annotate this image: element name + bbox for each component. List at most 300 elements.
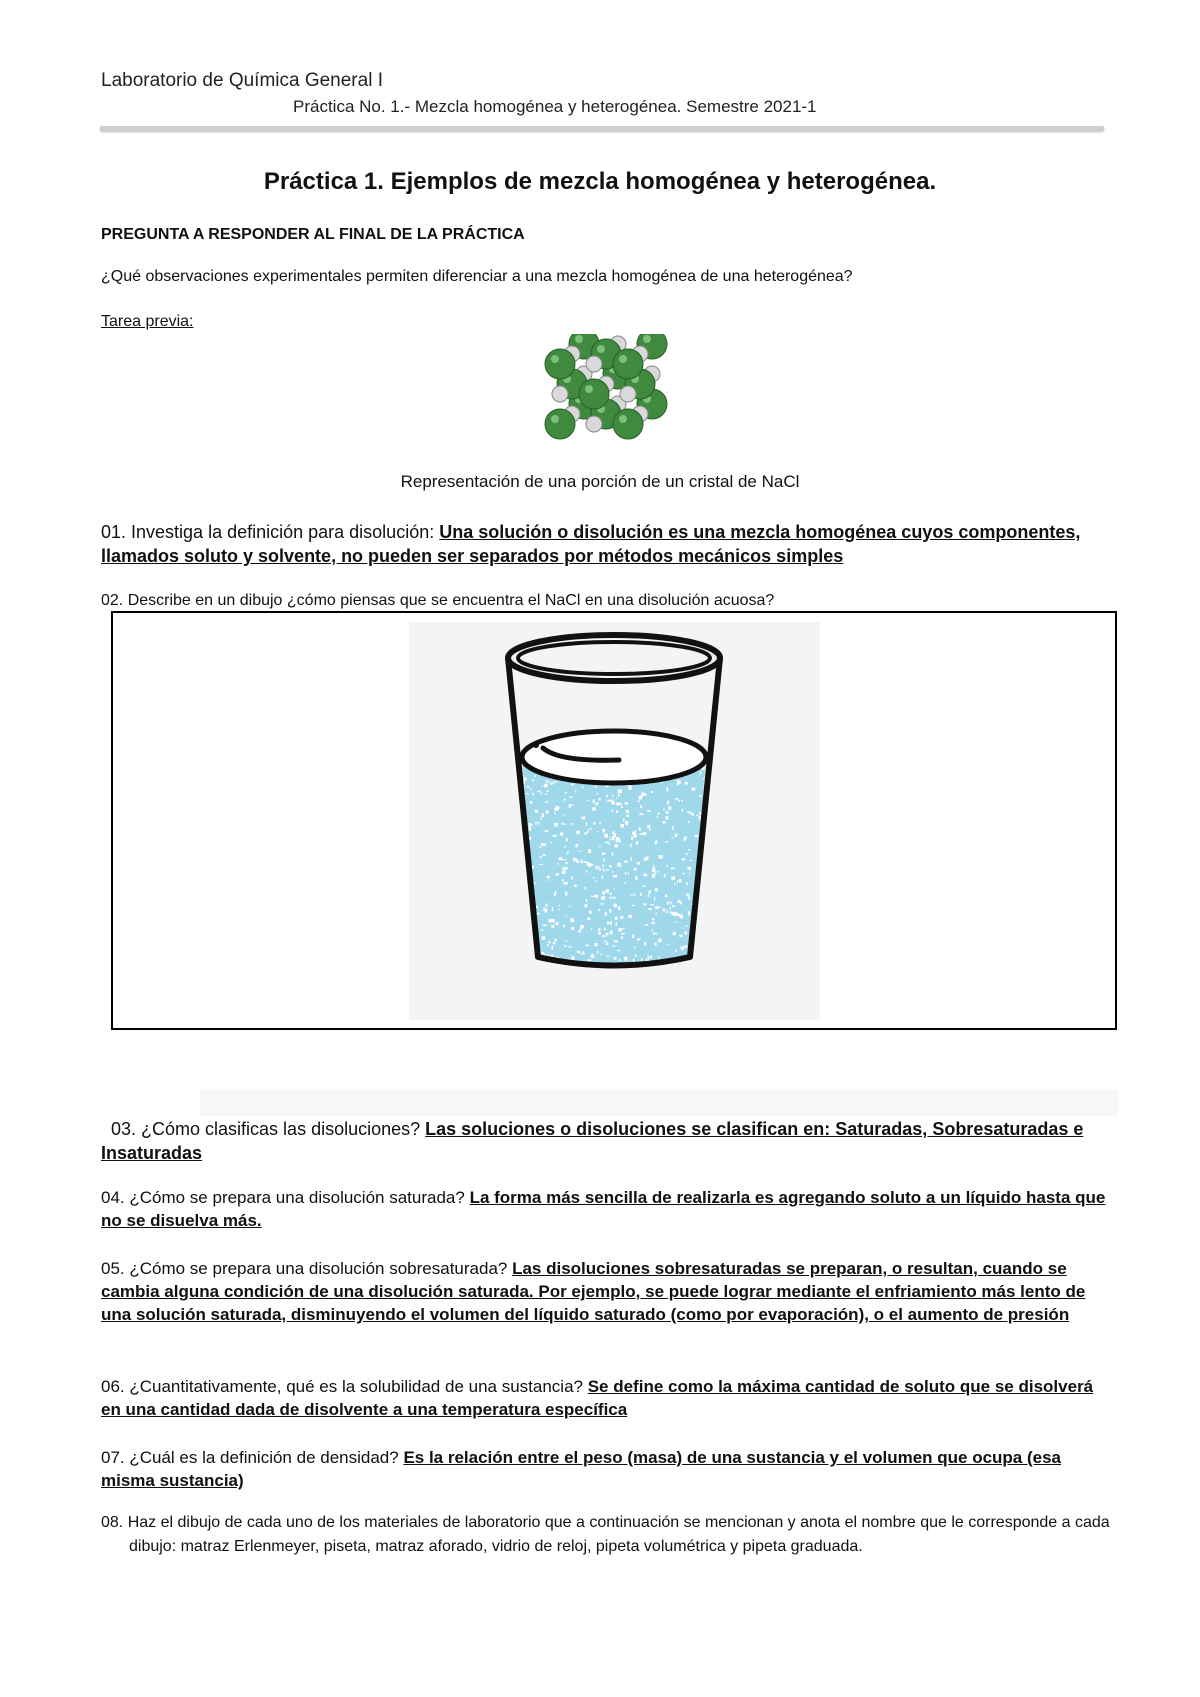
salt-speck — [559, 857, 563, 860]
salt-speck — [574, 885, 577, 888]
salt-speck — [573, 858, 575, 862]
salt-speck — [614, 833, 617, 837]
salt-speck — [655, 888, 658, 891]
salt-speck — [530, 788, 531, 790]
salt-speck — [683, 873, 685, 875]
salt-speck — [520, 917, 524, 919]
salt-speck — [545, 909, 548, 913]
salt-speck — [580, 925, 583, 928]
salt-speck — [595, 804, 598, 805]
salt-speck — [626, 810, 629, 813]
salt-speck — [610, 897, 613, 899]
salt-speck — [703, 926, 707, 928]
salt-speck — [683, 965, 684, 968]
salt-speck — [634, 834, 637, 837]
salt-speck — [699, 924, 702, 925]
question-01-answer: Una solución o disolución es una mezcla homogénea cuyos componentes, llamados soluto y solvente, no pueden ser separados por métodos mecánicos simples — [101, 522, 1081, 566]
salt-speck — [556, 807, 559, 810]
question-05-text: 05. ¿Cómo se prepara una disolución sobresaturada? — [101, 1259, 513, 1278]
salt-speck — [700, 742, 702, 744]
salt-speck — [572, 877, 573, 880]
salt-speck — [532, 779, 533, 782]
question-06-text: 06. ¿Cuantitativamente, qué es la solubilidad de una sustancia? — [101, 1377, 588, 1396]
salt-speck — [601, 896, 605, 900]
salt-speck — [566, 853, 567, 854]
salt-speck — [610, 893, 613, 895]
ion-highlight — [619, 415, 627, 423]
salt-speck — [623, 818, 625, 821]
salt-speck — [564, 799, 566, 801]
salt-speck — [653, 933, 657, 935]
salt-speck — [553, 835, 557, 837]
salt-speck — [585, 887, 586, 889]
question-06 — [101, 1375, 1111, 1421]
salt-speck — [667, 865, 668, 867]
salt-speck — [554, 923, 555, 925]
salt-speck — [634, 894, 635, 896]
salt-speck — [521, 923, 523, 924]
salt-speck — [665, 895, 668, 898]
salt-speck — [564, 945, 566, 947]
question-03 — [101, 1117, 1111, 1165]
question-06-answer: Se define como la máxima cantidad de soluto que se disolverá en una cantidad dada de disolvente a una temperatura específica — [101, 1377, 1094, 1419]
salt-speck — [525, 890, 529, 893]
salt-speck — [537, 963, 541, 966]
salt-speck — [596, 866, 598, 870]
question-03-answer: Las soluciones o disoluciones se clasifican en: Saturadas, Sobresaturadas e Insaturadas — [101, 1119, 1084, 1163]
salt-speck — [680, 902, 682, 905]
salt-speck — [610, 865, 611, 868]
header-course: Laboratorio de Química General I — [101, 70, 383, 91]
salt-speck — [648, 956, 650, 959]
salt-speck — [530, 801, 533, 804]
salt-speck — [566, 838, 568, 841]
question-07 — [101, 1446, 1111, 1492]
salt-speck — [671, 912, 673, 914]
salt-speck — [577, 951, 580, 953]
salt-speck — [546, 780, 547, 782]
salt-speck — [613, 875, 617, 878]
question-04-text: 04. ¿Cómo se prepara una disolución saturada? — [101, 1188, 470, 1207]
salt-speck — [583, 861, 587, 863]
salt-speck — [551, 842, 553, 843]
salt-speck — [666, 841, 668, 843]
salt-speck — [522, 945, 525, 946]
salt-speck — [649, 890, 651, 893]
salt-speck — [571, 784, 575, 786]
salt-speck — [632, 832, 636, 835]
salt-speck — [541, 793, 542, 795]
salt-speck — [675, 834, 678, 837]
salt-speck — [606, 943, 609, 945]
question-07-text: 07. ¿Cuál es la definición de densidad? — [101, 1448, 404, 1467]
salt-speck — [602, 935, 604, 937]
salt-speck — [546, 904, 548, 908]
salt-speck — [678, 914, 681, 917]
salt-speck — [676, 969, 677, 973]
salt-speck — [595, 881, 597, 882]
salt-speck — [668, 806, 671, 810]
salt-speck — [588, 863, 591, 867]
salt-speck — [586, 899, 588, 902]
question-03-text: 03. ¿Cómo clasificas las disoluciones? — [101, 1119, 426, 1139]
salt-speck — [587, 959, 591, 961]
salt-speck — [537, 791, 540, 792]
salt-speck — [614, 897, 616, 899]
salt-speck — [634, 946, 636, 948]
sodium-ion — [620, 386, 636, 402]
sodium-ion — [586, 416, 602, 432]
salt-speck — [640, 805, 642, 808]
salt-speck — [583, 952, 585, 955]
salt-speck — [639, 827, 641, 831]
salt-speck — [548, 941, 550, 943]
salt-speck — [686, 925, 688, 926]
salt-speck — [625, 872, 626, 874]
question-05 — [101, 1257, 1111, 1326]
salt-speck — [705, 890, 707, 892]
chloride-ion — [613, 409, 643, 439]
salt-speck — [545, 794, 547, 795]
chloride-ion — [613, 349, 643, 379]
salt-speck — [602, 875, 603, 878]
salt-speck — [601, 954, 603, 956]
salt-speck — [703, 948, 705, 950]
salt-speck — [614, 957, 617, 959]
salt-speck — [688, 867, 692, 870]
question-04-answer: La forma más sencilla de realizarla es agregando soluto a un líquido hasta que no se disuelva más. — [101, 1188, 1106, 1230]
crystal-caption: Representación de una porción de un cristal de NaCl — [400, 472, 800, 491]
salt-speck — [562, 879, 563, 882]
salt-speck — [658, 956, 659, 960]
salt-speck — [565, 862, 568, 864]
question-05-answer: Las disoluciones sobresaturadas se preparan, o resultan, cuando se cambia alguna condición de una disolución saturada. Por ejemplo, se puede lograr mediante el enfriamiento más lento de una solución saturada, disminuyendo el volumen del líquido saturado (como por evaporación), o el aumento de presión — [101, 1259, 1086, 1324]
salt-speck — [569, 796, 572, 797]
salt-speck — [587, 918, 590, 921]
salt-speck — [553, 942, 556, 944]
salt-speck — [536, 913, 539, 915]
salt-speck — [531, 824, 533, 826]
salt-speck — [529, 823, 531, 827]
salt-speck — [596, 802, 599, 804]
salt-speck — [706, 892, 709, 895]
salt-speck — [612, 810, 613, 813]
salt-speck — [645, 858, 648, 860]
salt-speck — [544, 908, 546, 909]
header-practice: Práctica No. 1.- Mezcla homogénea y heterogénea. Semestre 2021-1 — [293, 97, 817, 116]
salt-speck — [663, 821, 666, 823]
salt-speck — [674, 883, 677, 884]
salt-speck — [688, 911, 690, 915]
salt-speck — [616, 839, 619, 842]
salt-speck — [621, 824, 624, 828]
salt-speck — [582, 786, 583, 789]
salt-speck — [562, 871, 566, 874]
salt-speck — [612, 945, 615, 947]
salt-speck — [569, 958, 571, 959]
salt-speck — [521, 871, 523, 875]
salt-speck — [538, 822, 539, 825]
salt-speck — [650, 904, 654, 905]
salt-speck — [585, 904, 588, 907]
salt-speck — [520, 940, 524, 942]
salt-speck — [651, 922, 655, 924]
salt-speck — [652, 868, 655, 872]
salt-speck — [671, 868, 675, 870]
salt-speck — [547, 944, 548, 947]
salt-speck — [554, 812, 555, 815]
salt-speck — [664, 874, 666, 878]
salt-speck — [569, 906, 570, 907]
salt-speck — [666, 911, 669, 912]
salt-speck — [603, 859, 604, 863]
salt-speck — [630, 894, 633, 895]
salt-speck — [567, 851, 568, 854]
salt-speck — [682, 809, 683, 813]
salt-speck — [555, 964, 557, 968]
salt-speck — [554, 781, 557, 782]
salt-speck — [669, 907, 671, 909]
salt-speck — [601, 903, 604, 904]
salt-speck — [581, 860, 582, 864]
salt-speck — [540, 818, 541, 820]
salt-speck — [619, 959, 620, 961]
salt-speck — [523, 933, 525, 936]
salt-speck — [552, 946, 554, 950]
salt-speck — [520, 858, 522, 860]
salt-speck — [570, 804, 574, 806]
salt-speck — [535, 822, 537, 825]
question-02: 02. Describe en un dibujo ¿cómo piensas que se encuentra el NaCl en una disolución acuosa? — [101, 592, 775, 609]
salt-speck — [589, 911, 591, 914]
salt-speck — [652, 930, 653, 932]
question-01-text: 01. Investiga la definición para disolución: — [101, 522, 440, 542]
salt-speck — [617, 863, 621, 867]
salt-speck — [619, 972, 621, 975]
chloride-ion — [579, 379, 609, 409]
salt-speck — [599, 869, 602, 871]
salt-speck — [701, 903, 703, 905]
salt-speck — [529, 827, 531, 831]
salt-speck — [624, 957, 627, 961]
chloride-ion — [545, 349, 575, 379]
salt-speck — [695, 966, 697, 968]
salt-speck — [549, 880, 550, 881]
salt-speck — [558, 905, 560, 906]
salt-speck — [606, 869, 610, 870]
salt-speck — [654, 872, 655, 875]
salt-speck — [688, 821, 690, 823]
salt-speck — [628, 915, 632, 918]
salt-speck — [699, 950, 701, 953]
salt-speck — [575, 972, 576, 973]
nacl-crystal-image — [540, 334, 668, 456]
salt-speck — [562, 824, 565, 825]
salt-speck — [639, 833, 643, 834]
salt-speck — [692, 787, 696, 790]
salt-speck — [606, 936, 607, 937]
salt-speck — [593, 799, 595, 803]
salt-speck — [637, 862, 640, 865]
salt-speck — [608, 843, 610, 844]
salt-speck — [527, 923, 531, 924]
salt-speck — [633, 958, 634, 962]
ion-highlight — [597, 345, 605, 353]
salt-speck — [544, 784, 547, 788]
salt-speck — [645, 924, 648, 925]
salt-speck — [657, 816, 658, 819]
salt-speck — [624, 861, 627, 863]
salt-speck — [621, 936, 623, 939]
salt-speck — [620, 803, 623, 805]
salt-speck — [586, 870, 587, 873]
ion-highlight — [643, 335, 651, 343]
salt-speck — [615, 918, 617, 920]
salt-speck — [565, 846, 566, 848]
salt-speck — [578, 851, 580, 852]
salt-speck — [610, 922, 612, 925]
salt-speck — [614, 844, 618, 847]
salt-speck — [677, 880, 678, 883]
question-04 — [101, 1186, 1111, 1232]
salt-speck — [614, 940, 618, 942]
salt-speck — [602, 853, 605, 855]
salt-speck — [623, 970, 626, 974]
blank-strip — [200, 1090, 1118, 1116]
salt-speck — [634, 868, 637, 870]
salt-speck — [545, 801, 548, 802]
salt-speck — [699, 948, 702, 952]
salt-speck — [541, 930, 544, 931]
salt-speck — [620, 916, 623, 919]
salt-speck — [616, 798, 617, 799]
salt-speck — [565, 892, 567, 896]
salt-speck — [524, 778, 527, 781]
salt-speck — [547, 876, 550, 879]
salt-speck — [700, 771, 701, 774]
salt-speck — [688, 849, 690, 850]
salt-speck — [604, 834, 608, 838]
salt-speck — [572, 823, 574, 825]
salt-speck — [603, 829, 606, 833]
salt-speck — [607, 922, 609, 925]
salt-speck — [539, 846, 542, 847]
salt-speck — [663, 909, 665, 912]
salt-speck — [605, 941, 607, 942]
salt-speck — [563, 859, 567, 860]
salt-speck — [654, 897, 655, 901]
salt-speck — [702, 882, 704, 884]
salt-speck — [703, 939, 704, 943]
salt-speck — [670, 911, 671, 914]
salt-speck — [639, 813, 643, 815]
salt-speck — [651, 791, 653, 793]
salt-speck — [707, 905, 710, 907]
salt-speck — [659, 855, 663, 859]
salt-speck — [671, 876, 675, 880]
salt-speck — [618, 906, 621, 910]
salt-speck — [597, 951, 598, 954]
salt-speck — [593, 877, 594, 879]
salt-speck — [703, 884, 705, 887]
salt-speck — [612, 802, 616, 805]
salt-speck — [566, 916, 567, 917]
salt-speck — [679, 879, 682, 882]
salt-speck — [543, 854, 546, 856]
salt-speck — [685, 836, 686, 839]
salt-speck — [566, 940, 567, 942]
salt-speck — [642, 886, 646, 887]
salt-speck — [699, 795, 701, 797]
salt-speck — [591, 896, 595, 897]
salt-speck — [652, 918, 654, 921]
salt-speck — [605, 912, 607, 916]
salt-speck — [708, 957, 711, 960]
salt-speck — [677, 780, 681, 784]
salt-speck — [686, 894, 689, 897]
salt-speck — [557, 863, 559, 864]
salt-speck — [571, 956, 574, 960]
salt-speck — [664, 808, 665, 810]
salt-speck — [707, 914, 711, 917]
salt-speck — [525, 793, 529, 794]
salt-speck — [649, 829, 650, 831]
salt-speck — [599, 846, 601, 847]
salt-speck — [548, 919, 552, 922]
salt-speck — [575, 789, 576, 792]
salt-speck — [636, 841, 638, 845]
salt-speck — [655, 913, 657, 915]
salt-speck — [640, 893, 642, 896]
salt-speck — [648, 908, 652, 910]
salt-speck — [688, 960, 690, 964]
salt-speck — [535, 775, 536, 777]
salt-speck — [676, 921, 677, 923]
salt-speck — [630, 844, 631, 848]
salt-speck — [560, 833, 563, 836]
salt-speck — [599, 798, 601, 800]
salt-speck — [684, 945, 687, 947]
salt-speck — [546, 810, 549, 813]
salt-speck — [675, 798, 679, 800]
chloride-ion — [545, 409, 575, 439]
salt-speck — [643, 903, 646, 905]
salt-speck — [681, 946, 684, 949]
salt-speck — [618, 793, 619, 797]
salt-speck — [602, 891, 605, 894]
salt-speck — [610, 931, 613, 935]
salt-speck — [555, 939, 558, 942]
salt-speck — [602, 865, 604, 868]
salt-speck — [520, 880, 523, 882]
tarea-previa-label: Tarea previa: — [101, 313, 194, 330]
salt-speck — [642, 792, 645, 795]
salt-speck — [701, 937, 702, 939]
salt-speck — [652, 874, 655, 878]
salt-speck — [598, 867, 600, 868]
salt-speck — [630, 857, 631, 861]
salt-speck — [655, 943, 657, 946]
salt-speck — [610, 837, 611, 840]
salt-speck — [679, 935, 682, 937]
salt-speck — [681, 800, 683, 802]
salt-speck — [597, 831, 599, 832]
salt-speck — [563, 925, 565, 928]
salt-speck — [556, 922, 559, 925]
salt-speck — [614, 904, 617, 908]
salt-speck — [678, 900, 681, 903]
salt-speck — [563, 815, 564, 816]
